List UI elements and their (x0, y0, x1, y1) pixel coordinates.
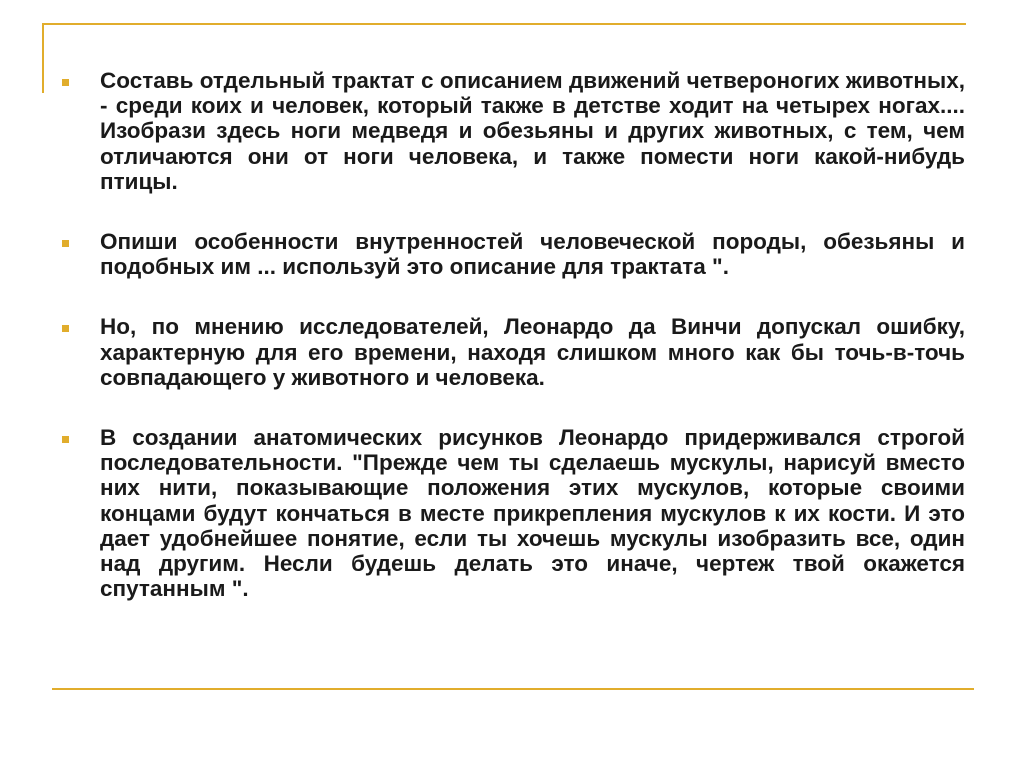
slide-frame-left-line (42, 23, 44, 93)
slide-frame-top-line (42, 23, 966, 25)
bullet-item (62, 68, 965, 194)
square-bullet-icon (62, 436, 69, 443)
bullet-item (62, 314, 965, 390)
bullet-item (62, 229, 965, 279)
square-bullet-icon (62, 79, 69, 86)
bullet-text: Опиши особенности внутренностей человеческой породы, обезьяны и подобных им ... используй это описание для трактата ". (100, 229, 965, 280)
bullet-item (62, 425, 965, 601)
square-bullet-icon (62, 240, 69, 247)
bullet-text: Но, по мнению исследователей, Леонардо да Винчи допускал ошибку, характерную для его времени, находя слишком много как бы точь-в-точь совпадающего у животного и человека. (100, 314, 965, 390)
slide-frame-bottom-line (52, 688, 974, 690)
bullet-text: В создании анатомических рисунков Леонардо придерживался строгой последовательности. "Прежде чем ты сделаешь мускулы, нарисуй вместо них нити, показывающие положения этих мускулов, которые своими концами будут кончаться в месте прикрепления мускулов к их кости. И это дает удобнейшее понятие, если ты хочешь мускулы изобразить все, один над другим. Несли будешь делать это иначе, чертеж твой окажется спутанным ". (100, 425, 965, 602)
square-bullet-icon (62, 325, 69, 332)
slide-content (62, 68, 965, 636)
bullet-text: Составь отдельный трактат с описанием движений четвероногих животных, - среди коих и человек, который также в детстве ходит на четырех ногах.... Изобрази здесь ноги медведя и обезьяны и других животных, с тем, чем отличаются они от ноги человека, и также помести ноги какой-нибудь птицы. (100, 68, 965, 194)
